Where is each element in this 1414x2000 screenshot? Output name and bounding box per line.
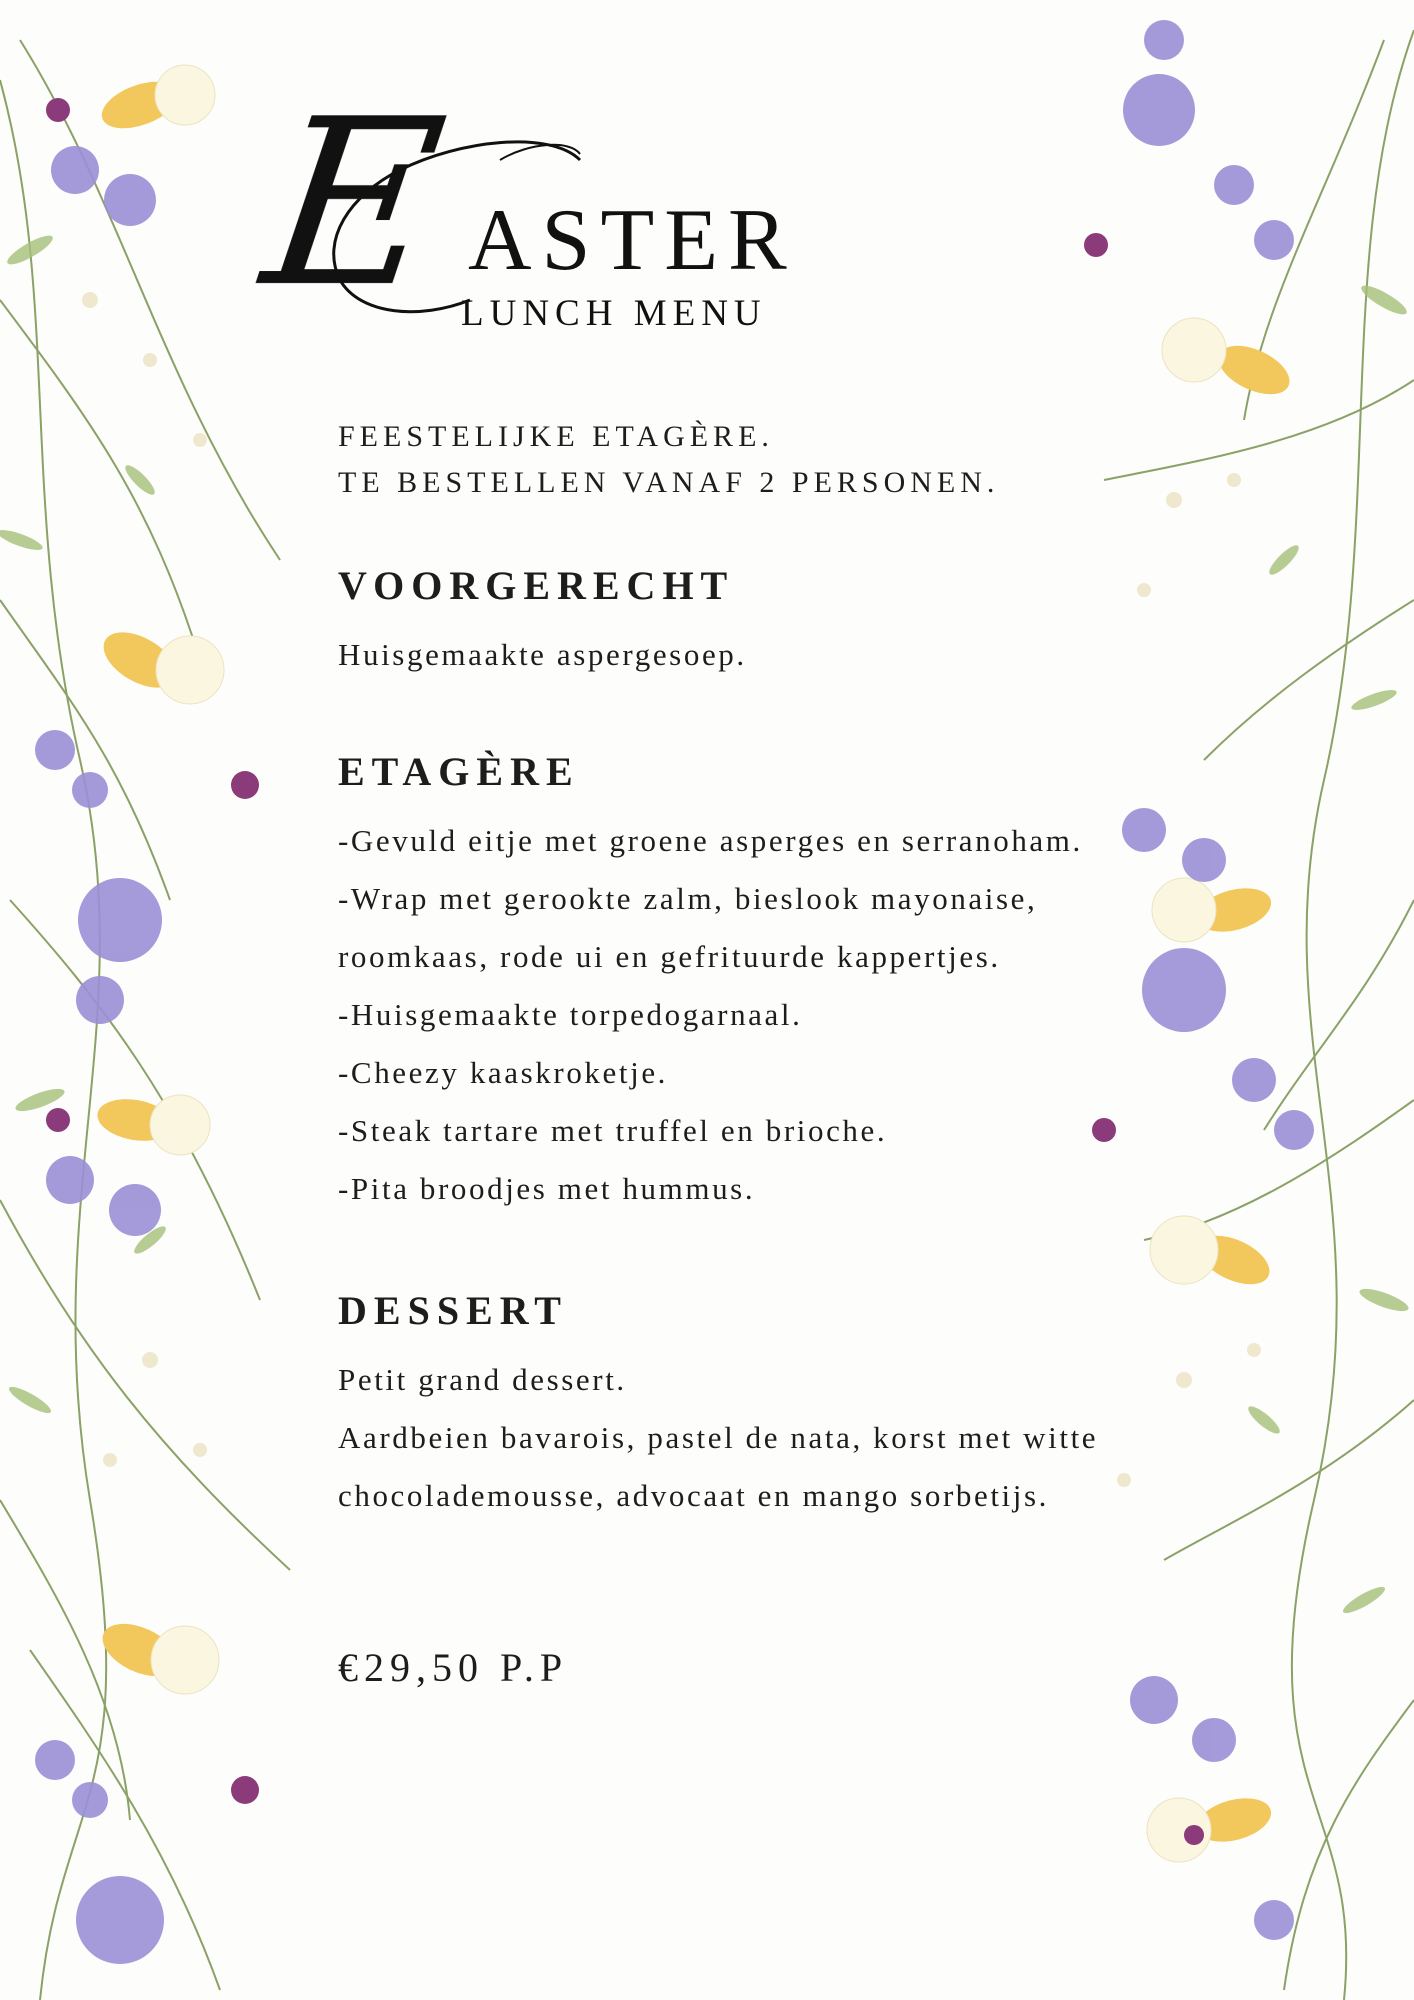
price: €29,50 P.P — [338, 1645, 569, 1690]
menu-item: -Gevuld eitje met groene asperges en serranoham. — [338, 823, 1083, 858]
menu-item: roomkaas, rode ui en gefrituurde kappertjes. — [338, 939, 1001, 974]
menu-item: Huisgemaakte aspergesoep. — [338, 637, 747, 672]
menu-item: -Pita broodjes met hummus. — [338, 1171, 756, 1206]
menu-item: -Huisgemaakte torpedogarnaal. — [338, 997, 803, 1032]
menu-subtitle: LUNCH MENU — [461, 293, 767, 334]
title-text: ASTER — [468, 192, 797, 289]
right-floral-border — [1084, 0, 1414, 2000]
menu-content — [338, 414, 1218, 1690]
floral-illustration — [0, 0, 300, 2000]
menu-item: -Cheezy kaaskroketje. — [338, 1055, 669, 1090]
section-heading: ETAGÈRE — [338, 749, 580, 794]
menu-item: Aardbeien bavarois, pastel de nata, korst met witte — [338, 1420, 1099, 1455]
left-floral-border — [0, 0, 300, 2000]
intro — [338, 414, 1218, 506]
intro-line: TE BESTELLEN VANAF 2 PERSONEN. — [338, 466, 1000, 499]
menu-item: Petit grand dessert. — [338, 1362, 627, 1397]
menu-item: -Wrap met gerookte zalm, bieslook mayonaise, — [338, 881, 1038, 916]
section-items — [338, 812, 1083, 1218]
menu-item: -Steak tartare met truffel en brioche. — [338, 1113, 888, 1148]
section-items — [338, 626, 747, 684]
title-initial: E — [251, 71, 457, 338]
section-items — [338, 1351, 1098, 1525]
menu-item: chocolademousse, advocaat en mango sorbetijs. — [338, 1478, 1049, 1513]
menu-title — [251, 71, 830, 350]
intro-line: FEESTELIJKE ETAGÈRE. — [338, 420, 774, 453]
section-heading: DESSERT — [338, 1288, 568, 1333]
floral-illustration — [1084, 0, 1414, 2000]
section-heading: VOORGERECHT — [338, 563, 735, 608]
